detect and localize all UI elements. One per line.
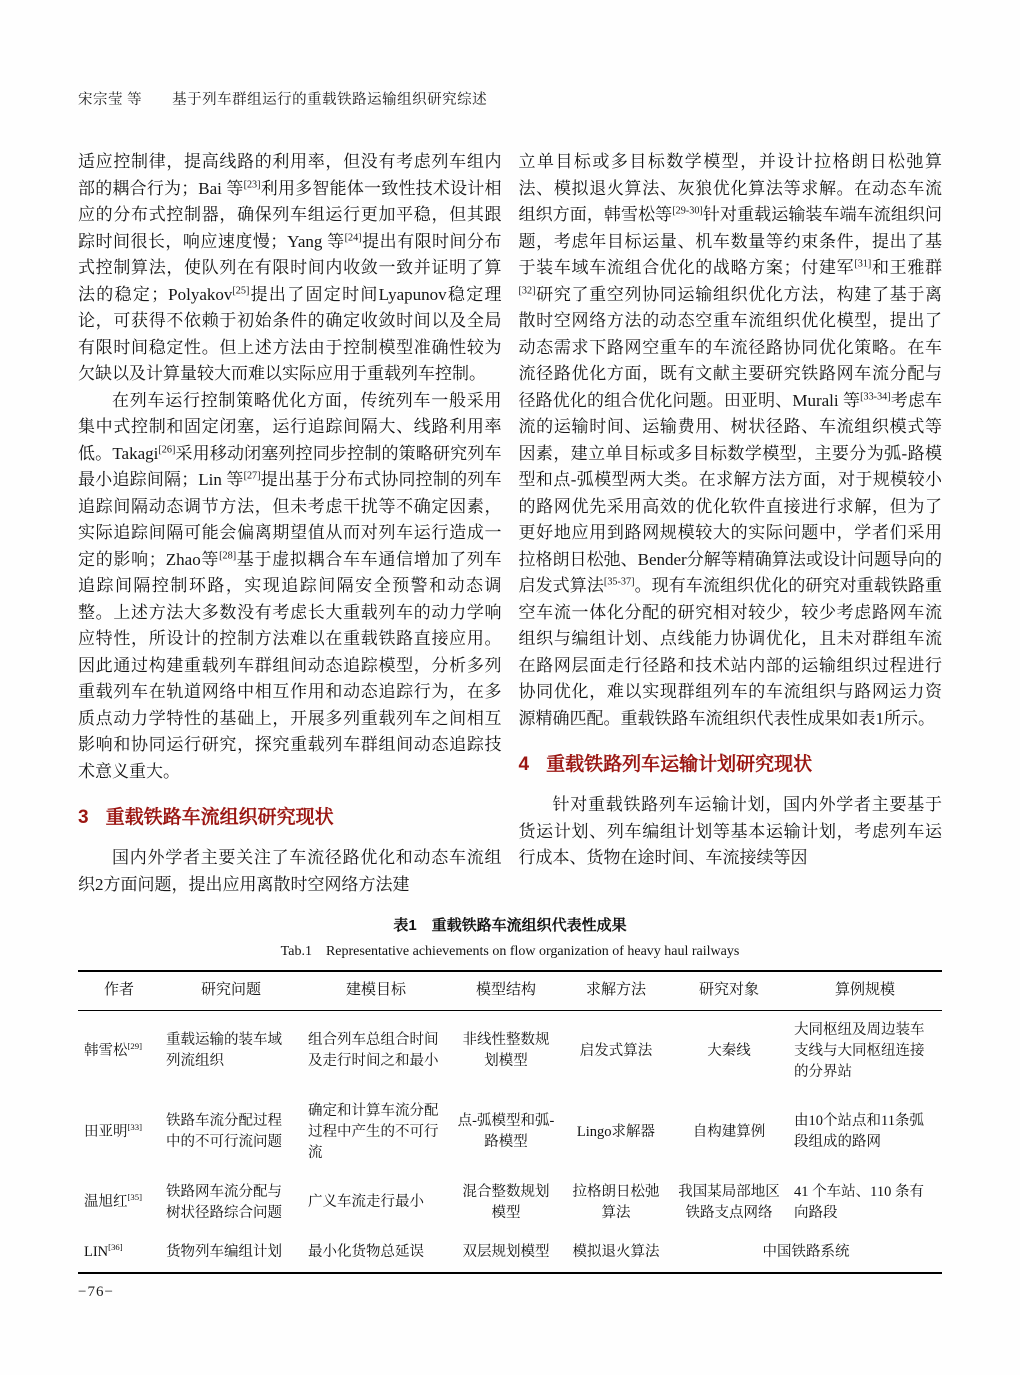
table1-cell: 我国某局部地区铁路支点网络	[678, 1183, 780, 1221]
table1-body	[78, 1010, 942, 1273]
table1-row	[78, 1092, 942, 1173]
table1-cell: 点-弧模型和弧-路模型	[457, 1113, 555, 1151]
table1-header-cell: 求解方法	[562, 971, 670, 1010]
citation-superscript: [33]	[127, 1121, 142, 1132]
citation-superscript: [24]	[344, 231, 362, 243]
table1-caption-en: Tab.1 Representative achievements on flow organization of heavy haul railways	[280, 944, 740, 959]
page-number: −76−	[78, 1284, 114, 1300]
running-head-authors: 宋宗莹 等	[78, 92, 143, 108]
citation-superscript: [25]	[232, 284, 250, 296]
section-heading	[519, 753, 943, 777]
citation-superscript: [27]	[243, 470, 261, 482]
table1-cell: 温旭红[35]	[84, 1192, 142, 1211]
paragraph: 在列车运行控制策略优化方面，传统列车一般采用集中式控制和固定闭塞，运行追踪间隔大、线路利用率低。Takagi[26]采用移动闭塞列控同步控制的策略研究列车最小追踪间隔；Lin 等[27]提出基于分布式协同控制的列车追踪间隔动态调节方法，但未考虑干扰等不确定因素，实际追踪间隔可能会偏离期望值从而对列车运行造成一定的影响；Zhao等[28]基于虚拟耦合车车通信增加了列车追踪间隔控制环路，实现追踪间隔安全预警和动态调整。上述方法大多数没有考虑长大重载列车的动力学响应特性，所设计的控制方法难以在重载铁路直接应用。因此通过构建重载列车群组间动态追踪模型，分析多列重载列车在轨道网络中相互作用和动态追踪行为，在多质点动力学特性的基础上，开展多列重载列车之间相互影响和协同运行研究，探究重载列车群组间动态追踪技术意义重大。	[78, 390, 502, 781]
running-head-title: 基于列车群组运行的重载铁路运输组织研究综述	[172, 92, 488, 108]
section-title: 重载铁路列车运输计划研究现状	[546, 754, 813, 775]
table1-row	[78, 1010, 942, 1092]
table1-cell: 双层规划模型	[462, 1243, 550, 1260]
table1-cell: 田亚明[33]	[84, 1121, 142, 1140]
paragraph: 国内外学者主要关注了车流径路优化和动态车流组织2方面问题，提出应用离散时空网络方法建	[78, 848, 502, 894]
table1-cell: 混合整数规划模型	[462, 1183, 550, 1221]
paragraph: 适应控制律，提高线路的利用率，但没有考虑列车组内部的耦合行为；Bai 等[23]利用多智能体一致性技术设计相应的分布式控制器，确保列车组运行更加平稳，但其跟踪时间很长，响应速度慢；Yang 等[24]提出有限时间分布式控制算法，使队列在有限时间内收敛一致并证明了算法的稳定；Polyakov[25]提出了固定时间Lyapunov稳定理论，可获得不依赖于初始条件的确定收敛时间以及全局有限时间稳定性。但上述方法由于控制模型准确性较为欠缺以及计算量较大而难以实际应用于重载列车控制。	[78, 152, 502, 383]
citation-superscript: [35]	[127, 1192, 142, 1203]
table1-cell: 大同枢纽及周边装车支线与大同枢纽连接的分界站	[794, 1021, 925, 1080]
citation-superscript: [31]	[854, 258, 872, 270]
table1-header-cell: 模型结构	[450, 971, 562, 1010]
section-number: 4	[518, 754, 530, 775]
two-column-body	[78, 149, 942, 898]
table1-cell: 自构建算例	[692, 1123, 766, 1140]
table1-cell: 重载运输的装车域列流组织	[166, 1032, 282, 1070]
table1-cell: 启发式算法	[579, 1042, 653, 1059]
right-column	[519, 149, 943, 898]
table1-cell: LIN[36]	[84, 1242, 123, 1260]
table1-header-cell: 研究对象	[670, 971, 788, 1010]
table1-cell: 非线性整数规划模型	[462, 1032, 550, 1070]
section-number: 3	[78, 807, 89, 828]
citation-superscript: [23]	[243, 178, 261, 190]
table1-cell: 模拟退火算法	[572, 1243, 660, 1260]
citation-superscript: [29]	[127, 1040, 142, 1051]
table1-cell: 大秦线	[707, 1042, 751, 1059]
table1-header-cell: 建模目标	[302, 971, 450, 1010]
left-column	[78, 149, 502, 898]
paragraph: 针对重载铁路列车运输计划，国内外学者主要基于货运计划、列车编组计划等基本运输计划，考虑列车运行成本、货物在途时间、车流接续等因	[518, 795, 942, 867]
table1-cell: 41 个车站、110 条有向路段	[794, 1183, 924, 1221]
table1-head	[78, 971, 942, 1010]
table1-cell: 铁路网车流分配与树状径路综合问题	[166, 1183, 282, 1221]
table1-caption-cn: 表1 重载铁路车流组织代表性成果	[393, 917, 627, 934]
section-heading	[78, 806, 502, 830]
citation-superscript: [33-34]	[860, 390, 891, 402]
table1-cell: 韩雪松[29]	[84, 1040, 142, 1059]
table1-section	[78, 914, 942, 1274]
table1-row	[78, 1233, 942, 1273]
section-title: 重载铁路车流组织研究现状	[105, 807, 334, 828]
citation-superscript: [32]	[518, 284, 536, 296]
table1-cell: 中国铁路系统	[762, 1243, 850, 1260]
table1-cell: 货物列车编组计划	[166, 1243, 282, 1260]
table1-cell: 广义车流走行最小	[308, 1194, 424, 1211]
table1-header-cell: 作者	[78, 971, 160, 1010]
table1-cell: 铁路车流分配过程中的不可行流问题	[166, 1113, 282, 1151]
table1-header-cell: 研究问题	[160, 971, 302, 1010]
citation-superscript: [28]	[219, 549, 237, 561]
citation-superscript: [36]	[108, 1242, 123, 1253]
citation-superscript: [35-37]	[603, 576, 635, 588]
paragraph: 立单目标或多目标数学模型，并设计拉格朗日松弛算法、模拟退火算法、灰狼优化算法等求解。在动态车流组织方面，韩雪松等[29-30]针对重载运输装车端车流组织问题，考虑年目标运量、机车数量等约束条件，提出了基于装车域车流组合优化的战略方案；付建军[31]和王雅群[32]研究了重空列协同运输组织优化方法，构建了基于离散时空网络方法的动态空重车流组织优化模型，提出了动态需求下路网空重车的车流径路协同优化策略。在车流径路优化方面，既有文献主要研究铁路网车流分配与径路优化的组合优化问题。田亚明、Murali 等[33-34]考虑车流的运输时间、运输费用、树状径路、车流组织模式等因素，建立单目标或多目标数学模型，主要分为弧-路模型和点-弧模型两大类。在求解方法方面，对于规模较小的路网优先采用高效的优化软件直接进行求解，但为了更好地应用到路网规模较大的实际问题中，学者们采用拉格朗日松弛、Bender分解等精确算法或设计问题导向的启发式算法[35-37]。现有车流组织优化的研究对重载铁路重空车流一体化分配的研究相对较少，较少考虑路网车流组织与编组计划、点线能力协调优化，且未对群组车流在路网层面走行径路和技术站内部的运输组织过程进行协同优化，难以实现群组列车的车流组织与路网运力资源精确匹配。重载铁路车流组织代表性成果如表1所示。	[518, 152, 943, 728]
table1-cell: 组合列车总组合时间及走行时间之和最小	[308, 1032, 439, 1070]
table1-cell: Lingo求解器	[576, 1123, 656, 1140]
table1-cell: 确定和计算车流分配过程中产生的不可行流	[308, 1102, 439, 1161]
running-head	[78, 88, 942, 109]
table1-header-cell: 算例规模	[788, 971, 942, 1010]
table1-cell: 最小化货物总延误	[308, 1243, 424, 1260]
table1-cell: 拉格朗日松弛算法	[572, 1183, 660, 1221]
table1-cell: 由10个站点和11条弧段组成的路网	[794, 1113, 924, 1151]
citation-superscript: [29-30]	[672, 205, 703, 217]
table1-row	[78, 1173, 942, 1233]
table1-header-row	[78, 971, 942, 1010]
table1	[78, 970, 942, 1274]
citation-superscript: [26]	[158, 443, 176, 455]
